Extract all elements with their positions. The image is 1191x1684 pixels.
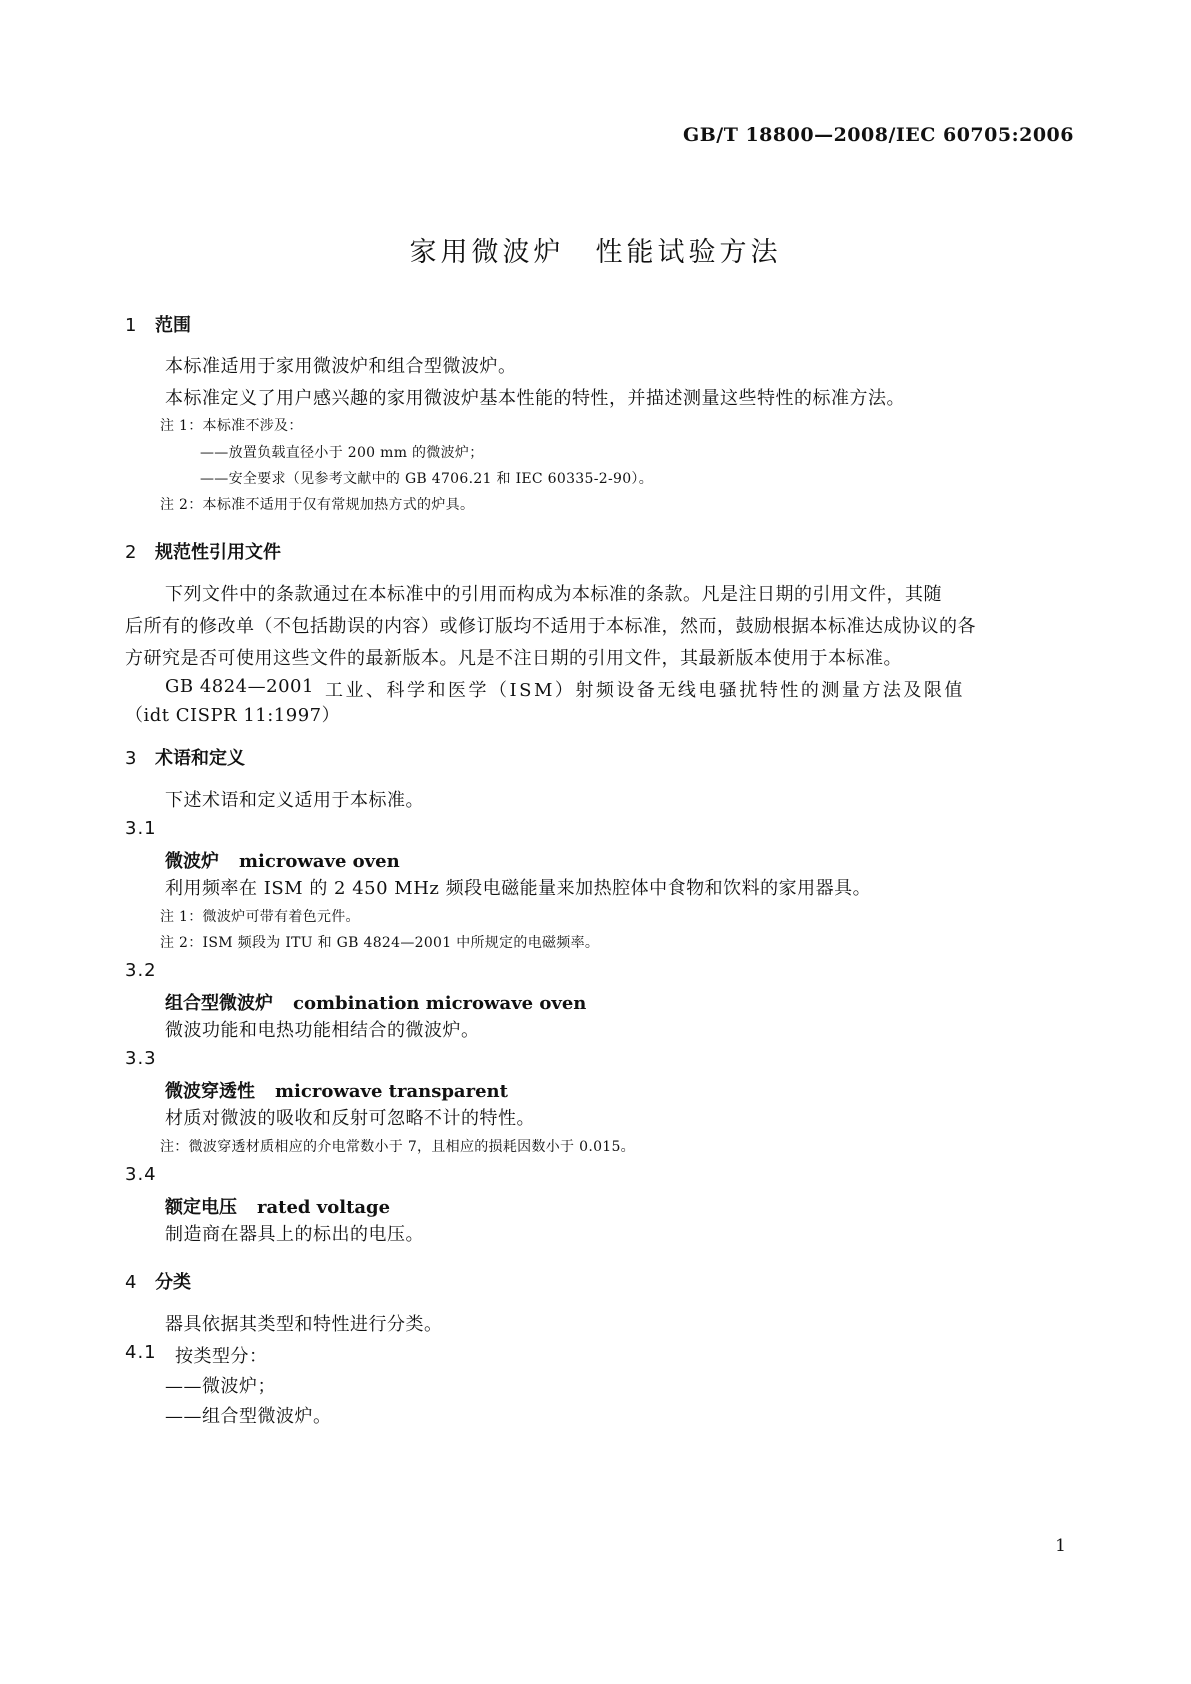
paragraph-line: 方研究是否可使用这些文件的最新版本。凡是不注日期的引用文件，其最新版本使用于本标准。	[125, 648, 902, 669]
definition: 利用频率在 ISM 的 2 450 MHz 频段电磁能量来加热腔体中食物和饮料的家用器具。	[165, 878, 872, 899]
section-title: 分类	[155, 1272, 191, 1293]
paragraph: 本标准适用于家用微波炉和组合型微波炉。	[165, 356, 517, 377]
note: 注 2：ISM 频段为 ITU 和 GB 4824—2001 中所规定的电磁频率。	[160, 935, 600, 951]
section-number: 1	[125, 315, 137, 336]
section-number: 4	[125, 1272, 137, 1293]
list-item: ——组合型微波炉。	[165, 1406, 332, 1427]
term-chinese: 组合型微波炉	[165, 993, 273, 1014]
paragraph: 本标准定义了用户感兴趣的家用微波炉基本性能的特性，并描述测量这些特性的标准方法。	[165, 388, 905, 409]
term-english: rated voltage	[257, 1197, 391, 1218]
section-2-heading	[125, 538, 281, 564]
paragraph-line: 下列文件中的条款通过在本标准中的引用而构成为本标准的条款。凡是注日期的引用文件，其随	[165, 584, 942, 605]
section-1-heading	[125, 311, 191, 337]
clause-number: 3.1	[125, 818, 157, 839]
term-chinese: 额定电压	[165, 1197, 237, 1218]
reference-title: 工业、科学和医学（ISM）射频设备无线电骚扰特性的测量方法及限值	[325, 680, 965, 701]
note: 注 2：本标准不适用于仅有常规加热方式的炉具。	[160, 497, 475, 513]
page-number: 1	[1055, 1536, 1066, 1556]
definition: 制造商在器具上的标出的电压。	[165, 1224, 424, 1245]
term-chinese: 微波穿透性	[165, 1081, 255, 1102]
note: 注：微波穿透材质相应的介电常数小于 7，且相应的损耗因数小于 0.015。	[160, 1139, 635, 1155]
document-title: 家用微波炉 性能试验方法	[409, 237, 782, 268]
term-heading	[165, 989, 586, 1015]
term-english: microwave oven	[239, 851, 400, 872]
term-english: combination microwave oven	[293, 993, 587, 1014]
definition: 微波功能和电热功能相结合的微波炉。	[165, 1020, 480, 1041]
section-3-heading	[125, 744, 245, 770]
list-item: ——微波炉；	[165, 1376, 276, 1397]
section-number: 3	[125, 748, 137, 769]
note-item: ——安全要求（见参考文献中的 GB 4706.21 和 IEC 60335-2-90）。	[200, 471, 653, 487]
section-4-heading	[125, 1268, 191, 1294]
clause-number: 3.4	[125, 1164, 157, 1185]
term-english: microwave transparent	[275, 1081, 508, 1102]
paragraph: 器具依据其类型和特性进行分类。	[165, 1314, 443, 1335]
clause-number: 4.1	[125, 1342, 157, 1363]
section-title: 规范性引用文件	[155, 542, 281, 563]
clause-number: 3.2	[125, 960, 157, 981]
reference-code: GB 4824—2001	[165, 676, 314, 697]
section-title: 术语和定义	[155, 748, 245, 769]
definition: 材质对微波的吸收和反射可忽略不计的特性。	[165, 1108, 535, 1129]
paragraph-line: 后所有的修改单（不包括勘误的内容）或修订版均不适用于本标准，然而，鼓励根据本标准达成协议的各	[125, 616, 976, 637]
note: 注 1：微波炉可带有着色元件。	[160, 909, 360, 925]
note: 注 1：本标准不涉及：	[160, 418, 303, 434]
section-title: 范围	[155, 315, 191, 336]
term-heading	[165, 1193, 390, 1219]
term-heading	[165, 1077, 508, 1103]
note-item: ——放置负载直径小于 200 mm 的微波炉；	[200, 445, 484, 461]
term-chinese: 微波炉	[165, 851, 219, 872]
paragraph: 下述术语和定义适用于本标准。	[165, 790, 424, 811]
standard-number: GB/T 18800—2008/IEC 60705:2006	[682, 124, 1074, 146]
reference-idt: （idt CISPR 11:1997）	[125, 705, 341, 726]
term-heading	[165, 847, 400, 873]
section-number: 2	[125, 542, 137, 563]
clause-text: 按类型分：	[175, 1346, 268, 1367]
clause-number: 3.3	[125, 1048, 157, 1069]
